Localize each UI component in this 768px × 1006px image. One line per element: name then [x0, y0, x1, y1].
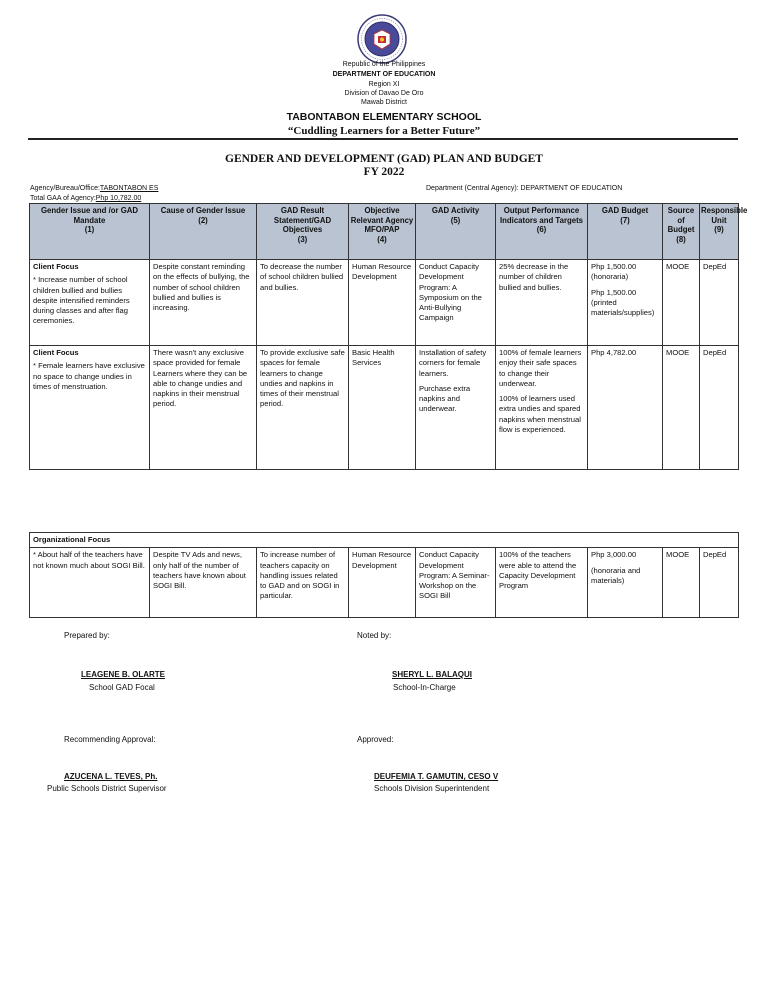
mfo-cell: Human Resource Development: [349, 260, 416, 346]
republic-text: Republic of the Philippines: [342, 61, 426, 68]
recommending-name: AZUCENA L. TEVES, Ph.: [64, 772, 158, 781]
district-text: Mawab District: [361, 99, 407, 106]
gaa-value: Php 10,782.00: [95, 195, 142, 202]
header-cell: Cause of Gender Issue (2): [150, 204, 257, 260]
header-cell: Responsible Unit (9): [700, 204, 739, 260]
school-name: TABONTABON ELEMENTARY SCHOOL: [286, 111, 482, 123]
deped-seal: [357, 14, 407, 64]
activity-cell: Installation of safety corners for female learners. Purchase extra napkins and underwear.: [416, 346, 496, 470]
result-cell: To increase number of teachers capacity on handling issues related to GAD and on SOGI in particular.: [257, 548, 349, 618]
activity-cell: Conduct Capacity Development Program: A Symposium on the Anti-Bullying Campaign: [416, 260, 496, 346]
unit-cell: DepEd: [700, 346, 739, 470]
mfo-cell: Basic Health Services: [349, 346, 416, 470]
budget-cell: Php 3,000.00 (honoraria and materials): [588, 548, 663, 618]
gaa-label: Total GAA of Agency:: [30, 195, 96, 202]
mfo-cell: Human Resource Development: [349, 548, 416, 618]
agency-line: [30, 185, 158, 193]
source-cell: MOOE: [663, 548, 700, 618]
agency-value: TABONTABON ES: [99, 185, 159, 192]
issue-cell: * About half of the teachers have not known much about SOGI Bill.: [30, 548, 150, 618]
noted-by-label: Noted by:: [357, 631, 392, 640]
approved-name: DEUFEMIA T. GAMUTIN, CESO V: [374, 772, 499, 781]
source-cell: MOOE: [663, 346, 700, 470]
noted-by-title: School-In-Charge: [393, 683, 456, 692]
prepared-by-label: Prepared by:: [64, 631, 110, 640]
table-row: [30, 346, 739, 470]
header-cell: GAD Result Statement/GAD Objectives (3): [257, 204, 349, 260]
division-text: Division of Davao De Oro: [344, 90, 424, 97]
table-row: [30, 548, 739, 618]
unit-cell: DepEd: [700, 548, 739, 618]
cause-cell: Despite TV Ads and news, only half of the number of teachers have known about SOGI Bill.: [150, 548, 257, 618]
table-header-row: [30, 204, 739, 260]
focus-label: Organizational Focus: [30, 533, 739, 548]
indicator-cell: 100% of the teachers were able to attend the Capacity Development Program: [496, 548, 588, 618]
recommending-approval-label: Recommending Approval:: [64, 735, 156, 744]
header-divider: [28, 138, 738, 140]
agency-label: Agency/Bureau/Office:: [30, 185, 100, 192]
unit-cell: DepEd: [700, 260, 739, 346]
cause-cell: There wasn't any exclusive space provided for female Learners where they can be able to change undies and napkins in their menstrual period.: [150, 346, 257, 470]
region-text: Region XI: [368, 81, 400, 88]
document-title: GENDER AND DEVELOPMENT (GAD) PLAN AND BUDGET: [225, 153, 543, 165]
noted-by-name: SHERYL L. BALAQUI: [392, 670, 473, 679]
header-cell: Objective Relevant Agency MFO/PAP (4): [349, 204, 416, 260]
cause-cell: Despite constant reminding on the effects of bullying, the number of school children bullied and bullies is increasing.: [150, 260, 257, 346]
issue-cell: Client Focus * Increase number of school children bullied and bullies despite intensified reminders during classes and after flag ceremonies.: [30, 260, 150, 346]
activity-cell: Conduct Capacity Development Program: A Seminar-Workshop on the SOGI Bill: [416, 548, 496, 618]
header-cell: GAD Budget (7): [588, 204, 663, 260]
header-cell: Gender Issue and /or GAD Mandate (1): [30, 204, 150, 260]
department-line: Department (Central Agency): DEPARTMENT OF EDUCATION: [426, 185, 623, 192]
table-row: [30, 260, 739, 346]
header-cell: Source of Budget (8): [663, 204, 700, 260]
recommending-title: Public Schools District Supervisor: [47, 784, 167, 793]
indicator-cell: 25% decrease in the number of children bullied and bullies.: [496, 260, 588, 346]
gaa-line: [30, 195, 141, 203]
budget-cell: Php 1,500.00 (honoraria) Php 1,500.00 (printed materials/supplies): [588, 260, 663, 346]
prepared-by-name: LEAGENE B. OLARTE: [81, 670, 166, 679]
header-cell: Output Performance Indicators and Targets (6): [496, 204, 588, 260]
result-cell: To decrease the number of school children bullied and bullies.: [257, 260, 349, 346]
issue-cell: Client Focus * Female learners have exclusive no space to change undies in times of menstruation.: [30, 346, 150, 470]
gad-plan-table-organizational: [29, 532, 739, 618]
approved-title: Schools Division Superintendent: [374, 784, 490, 793]
header-cell: GAD Activity (5): [416, 204, 496, 260]
budget-cell: Php 4,782.00: [588, 346, 663, 470]
indicator-cell: 100% of female learners enjoy their safe spaces to change their underwear. 100% of learners used extra undies and spared napkins when menstrual flow is experienced.: [496, 346, 588, 470]
result-cell: To provide exclusive safe spaces for female learners to change undies and napkins in times of their menstrual period.: [257, 346, 349, 470]
school-motto: “Cuddling Learners for a Better Future”: [287, 125, 481, 137]
approved-label: Approved:: [357, 735, 394, 744]
document-year: FY 2022: [363, 166, 405, 178]
prepared-by-title: School GAD Focal: [89, 683, 155, 692]
department-text: DEPARTMENT OF EDUCATION: [332, 71, 436, 78]
focus-row: [30, 533, 739, 548]
gad-plan-table: [29, 203, 748, 470]
source-cell: MOOE: [663, 260, 700, 346]
